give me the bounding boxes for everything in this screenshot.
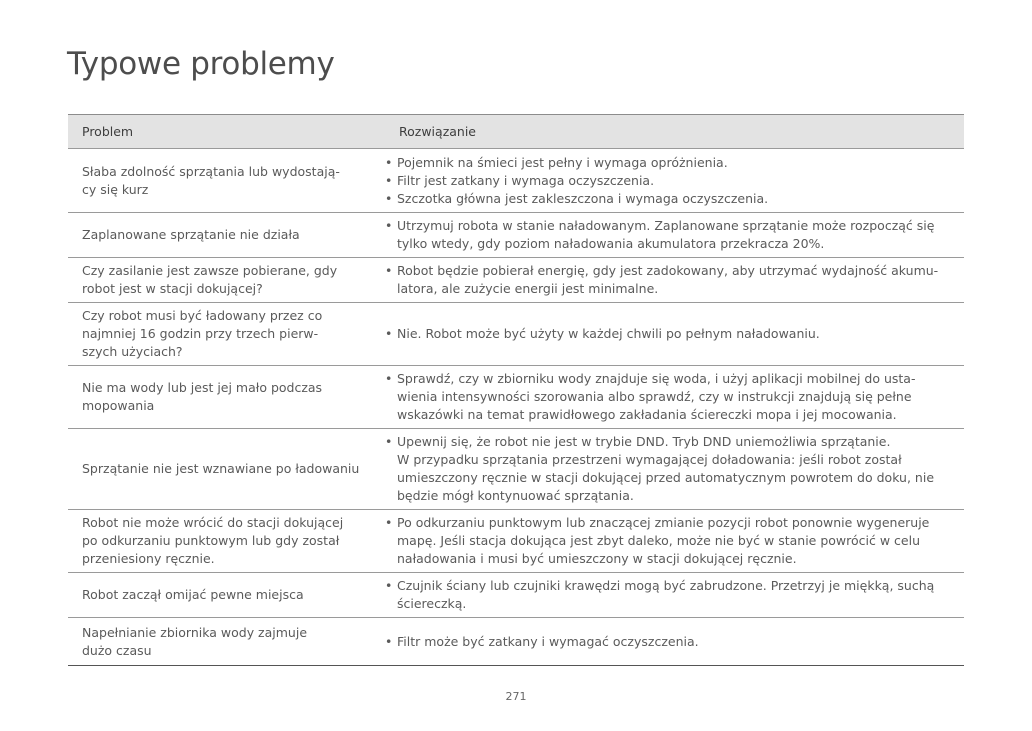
solution-text: Upewnij się, że robot nie jest w trybie DND. Tryb DND uniemożliwia sprzątanie. <box>397 434 891 449</box>
bullet-icon: • <box>385 263 393 278</box>
solution-bullet-item <box>385 370 954 388</box>
problem-text: Czy zasilanie jest zawsze pobierane, gdy <box>82 263 338 278</box>
table-row <box>68 149 964 213</box>
problem-cell <box>68 163 385 199</box>
solution-continuation <box>385 280 954 298</box>
solution-cell <box>385 154 964 208</box>
solution-bullet-item <box>385 325 954 343</box>
problem-text: Robot nie może wrócić do stacji dokującej <box>82 515 344 530</box>
problem-text: Słaba zdolność sprzątania lub wydostają- <box>82 163 340 179</box>
solution-continuation <box>385 388 954 406</box>
table-row <box>68 618 964 665</box>
table-row <box>68 366 964 429</box>
problem-cell <box>68 262 385 298</box>
bullet-icon: • <box>385 218 393 233</box>
solution-text: Nie. Robot może być użyty w każdej chwili po pełnym naładowaniu. <box>397 326 820 341</box>
solution-text: Robot będzie pobierał energię, gdy jest zadokowany, aby utrzymać wydajność akumu- <box>397 263 939 278</box>
solution-text: będzie mógł kontynuować sprzątania. <box>397 488 634 503</box>
solution-continuation <box>385 451 954 469</box>
solution-text: naładowania i musi być umieszczony w stacji dokującej ręcznie. <box>397 551 797 566</box>
solution-text: Czujnik ściany lub czujniki krawędzi mogą być zabrudzone. Przetrzyj je miękką, suchą <box>397 578 935 593</box>
bullet-icon: • <box>385 578 393 593</box>
solution-text: Sprawdź, czy w zbiorniku wody znajduje się woda, i użyj aplikacji mobilnej do usta- <box>397 371 916 386</box>
header-problem: Problem <box>82 124 134 139</box>
solution-cell <box>385 514 964 568</box>
problem-text: dużo czasu <box>82 642 152 658</box>
table-row <box>68 258 964 303</box>
bullet-icon: • <box>385 154 393 170</box>
table-header <box>68 115 964 149</box>
solution-bullet-item <box>385 633 954 651</box>
solution-bullet-item <box>385 577 954 595</box>
solution-bullet-item <box>385 262 954 280</box>
problem-text: Zaplanowane sprzątanie nie działa <box>82 227 300 242</box>
solution-text: Filtr może być zatkany i wymagać oczyszczenia. <box>397 633 699 649</box>
solution-text: umieszczony ręcznie w stacji dokującej przed automatycznym powrotem do doku, nie <box>397 470 935 485</box>
problem-text: Nie ma wody lub jest jej mało podczas <box>82 380 323 395</box>
header-solution: Rozwiązanie <box>399 124 476 139</box>
solution-cell <box>385 262 964 298</box>
solution-text: tylko wtedy, gdy poziom naładowania akumulatora przekracza 20%. <box>397 236 825 251</box>
problem-text: Robot zaczął omijać pewne miejsca <box>82 587 304 602</box>
problem-cell <box>68 226 385 244</box>
problem-text: przeniesiony ręcznie. <box>82 551 215 566</box>
problem-text: szych użyciach? <box>82 344 183 359</box>
problem-cell <box>68 624 385 660</box>
page-title: Typowe problemy <box>67 46 335 82</box>
problem-text: Czy robot musi być ładowany przez co <box>82 308 323 323</box>
bullet-icon: • <box>385 172 393 188</box>
problem-text: po odkurzaniu punktowym lub gdy został <box>82 533 340 548</box>
solution-text: mapę. Jeśli stacja dokująca jest zbyt daleko, może nie być w stanie powrócić w celu <box>397 533 921 548</box>
solution-continuation <box>385 550 954 568</box>
solution-bullet-item <box>385 433 954 451</box>
solution-continuation <box>385 487 954 505</box>
solution-continuation <box>385 532 954 550</box>
solution-text: wskazówki na temat prawidłowego zakładania ściereczki mopa i jej mocowania. <box>397 407 897 422</box>
problem-text: cy się kurz <box>82 181 149 197</box>
bullet-icon: • <box>385 434 393 449</box>
problem-cell <box>68 307 385 361</box>
solution-text: wienia intensywności szorowania albo sprawdź, czy w instrukcji znajdują się pełne <box>397 389 912 404</box>
bullet-icon: • <box>385 515 393 530</box>
problem-text: mopowania <box>82 398 155 413</box>
problem-cell <box>68 379 385 415</box>
solution-bullet-item <box>385 172 954 190</box>
solution-continuation <box>385 235 954 253</box>
table-row <box>68 303 964 366</box>
bullet-icon: • <box>385 190 393 206</box>
solution-bullet-item <box>385 217 954 235</box>
problem-text: robot jest w stacji dokującej? <box>82 281 263 296</box>
solution-text: Po odkurzaniu punktowym lub znaczącej zmianie pozycji robot ponownie wygeneruje <box>397 515 930 530</box>
bullet-icon: • <box>385 326 393 341</box>
problem-cell <box>68 514 385 568</box>
solution-bullet-item <box>385 514 954 532</box>
solution-text: ściereczką. <box>397 596 467 611</box>
solution-text: Filtr jest zatkany i wymaga oczyszczenia. <box>397 172 655 188</box>
solution-cell <box>385 633 964 651</box>
solution-continuation <box>385 406 954 424</box>
solution-cell <box>385 325 964 343</box>
solution-continuation <box>385 595 954 613</box>
problem-text: Napełnianie zbiornika wody zajmuje <box>82 624 308 640</box>
problem-cell <box>68 586 385 604</box>
solution-text: latora, ale zużycie energii jest minimalne. <box>397 281 659 296</box>
page-number: 271 <box>505 690 527 703</box>
table-row <box>68 213 964 258</box>
problem-text: Sprzątanie nie jest wznawiane po ładowaniu <box>82 461 360 476</box>
bullet-icon: • <box>385 371 393 386</box>
troubleshooting-table <box>68 114 964 666</box>
solution-bullet-item <box>385 190 954 208</box>
solution-cell <box>385 217 964 253</box>
solution-continuation <box>385 469 954 487</box>
solution-text: W przypadku sprzątania przestrzeni wymagającej doładowania: jeśli robot został <box>397 452 902 467</box>
table-row <box>68 573 964 618</box>
problem-cell <box>68 460 385 478</box>
solution-cell <box>385 370 964 424</box>
bullet-icon: • <box>385 633 393 649</box>
solution-text: Utrzymuj robota w stanie naładowanym. Zaplanowane sprzątanie może rozpocząć się <box>397 218 935 233</box>
table-body <box>68 149 964 665</box>
table-row <box>68 510 964 573</box>
solution-cell <box>385 577 964 613</box>
solution-cell <box>385 433 964 505</box>
solution-bullet-item <box>385 154 954 172</box>
problem-text: najmniej 16 godzin przy trzech pierw- <box>82 326 319 341</box>
solution-text: Pojemnik na śmieci jest pełny i wymaga opróżnienia. <box>397 154 728 170</box>
solution-text: Szczotka główna jest zakleszczona i wymaga oczyszczenia. <box>397 190 769 206</box>
table-row <box>68 429 964 510</box>
